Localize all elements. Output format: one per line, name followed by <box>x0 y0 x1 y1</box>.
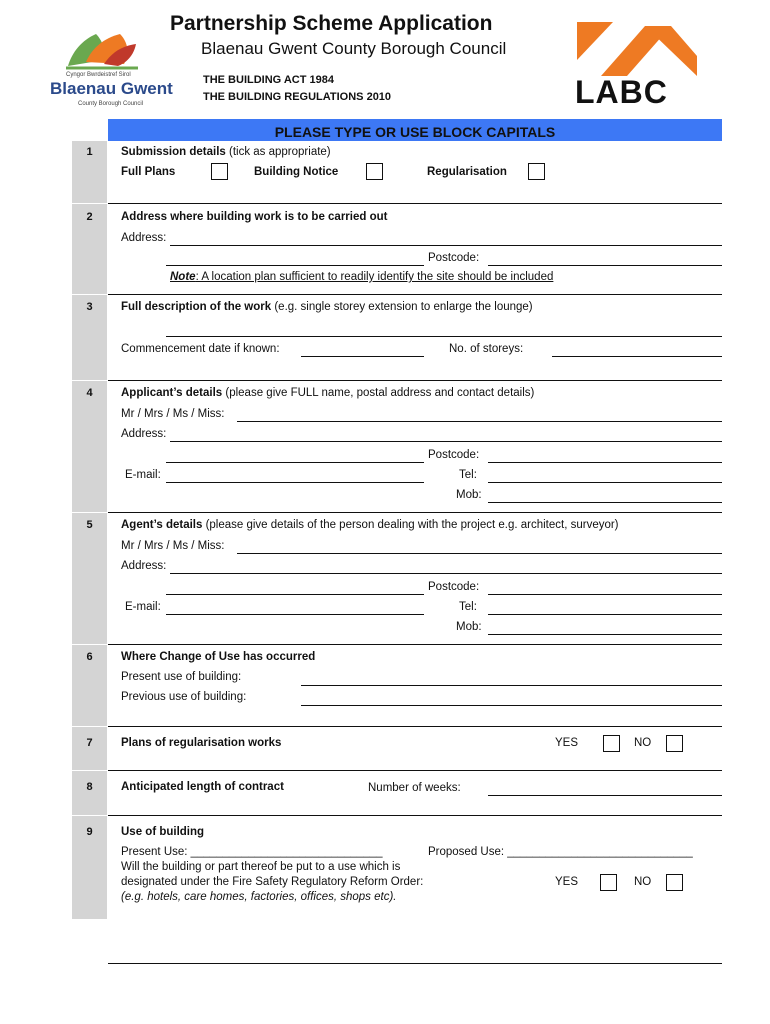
heading-text: Submission details <box>121 146 226 158</box>
postcode-label: Postcode: <box>428 252 480 264</box>
no-label: NO <box>634 737 652 749</box>
section-rule <box>108 644 722 645</box>
council-logo <box>48 22 173 112</box>
agent-tel-label: Tel: <box>459 601 477 613</box>
fire-safety-examples: (e.g. hotels, care homes, factories, offices, shops etc). <box>121 891 397 903</box>
building-notice-checkbox[interactable] <box>366 163 383 180</box>
applicant-address-label: Address: <box>121 428 167 440</box>
section-heading: Use of building <box>121 826 205 838</box>
section-rule <box>108 726 722 727</box>
fire-safety-question-line-1: Will the building or part thereof be put to a use which is <box>121 861 401 873</box>
previous-use-label: Previous use of building: <box>121 691 247 703</box>
section-heading: Where Change of Use has occurred <box>121 651 316 663</box>
labc-wordmark: LABC <box>575 74 668 110</box>
applicant-email-label: E-mail: <box>125 469 161 481</box>
logo-small-text: Cyngor Bwrdeistref Sirol <box>66 72 131 78</box>
regularisation-yes-checkbox[interactable] <box>603 735 620 752</box>
applicant-name-field[interactable] <box>237 421 722 422</box>
heading-note: (e.g. single storey extension to enlarge the lounge) <box>271 301 533 313</box>
agent-address-label: Address: <box>121 560 167 572</box>
full-plans-label: Full Plans <box>121 166 176 178</box>
agent-address-field[interactable] <box>170 573 722 574</box>
section-rule <box>108 203 722 204</box>
agent-mob-label: Mob: <box>456 621 482 633</box>
applicant-title-label: Mr / Mrs / Ms / Miss: <box>121 408 225 420</box>
section-rule <box>108 380 722 381</box>
present-use-field[interactable]: Present Use: ______________________________ <box>121 846 383 858</box>
present-use-field[interactable] <box>301 685 722 686</box>
applicant-address-field[interactable] <box>170 441 722 442</box>
fire-safety-question-line-2: designated under the Fire Safety Regulatory Reform Order: <box>121 876 424 888</box>
applicant-email-field[interactable] <box>166 482 424 483</box>
section-rule <box>108 770 722 771</box>
instructions-banner: PLEASE TYPE OR USE BLOCK CAPITALS <box>108 119 722 141</box>
applicant-postcode-field[interactable] <box>488 462 722 463</box>
logo-sub: County Borough Council <box>78 101 144 107</box>
regularisation-checkbox[interactable] <box>528 163 545 180</box>
section-number: 1 <box>86 146 93 158</box>
no-label: NO <box>634 876 652 888</box>
section-rule <box>108 815 722 816</box>
heading-note: (please give details of the person dealing with the project e.g. architect, surveyor) <box>202 519 619 531</box>
section-number: 6 <box>86 651 93 663</box>
commencement-date-field[interactable] <box>301 356 424 357</box>
logo-name: Blaenau Gwent <box>50 79 173 98</box>
regularisation-label: Regularisation <box>427 166 507 178</box>
agent-postcode-field[interactable] <box>488 594 722 595</box>
fire-safety-yes-checkbox[interactable] <box>600 874 617 891</box>
section-heading <box>121 146 331 158</box>
section-heading: Plans of regularisation works <box>121 737 282 749</box>
applicant-postcode-label: Postcode: <box>428 449 480 461</box>
address-field[interactable] <box>170 245 722 246</box>
heading-text: Agent’s details <box>121 519 203 531</box>
address-line-2-field[interactable] <box>166 265 424 266</box>
fire-safety-no-checkbox[interactable] <box>666 874 683 891</box>
applicant-tel-field[interactable] <box>488 482 722 483</box>
heading-text: Full description of the work <box>121 301 272 313</box>
section-number: 7 <box>86 737 93 749</box>
full-plans-checkbox[interactable] <box>211 163 228 180</box>
previous-use-field[interactable] <box>301 705 722 706</box>
section-number: 3 <box>86 301 93 313</box>
council-name: Blaenau Gwent County Borough Council <box>201 39 507 58</box>
note-text: : A location plan sufficient to readily identify the site should be included <box>195 271 554 283</box>
applicant-tel-label: Tel: <box>459 469 477 481</box>
heading-note: (please give FULL name, postal address and contact details) <box>222 387 535 399</box>
weeks-label: Number of weeks: <box>368 782 461 794</box>
building-notice-label: Building Notice <box>254 166 339 178</box>
yes-label: YES <box>555 876 579 888</box>
section-number: 4 <box>86 387 93 399</box>
applicant-address-line-2-field[interactable] <box>166 462 424 463</box>
section-rule <box>108 294 722 295</box>
agent-postcode-label: Postcode: <box>428 581 480 593</box>
section-number: 2 <box>86 211 93 223</box>
dragon-icon <box>48 22 173 72</box>
present-use-label: Present use of building: <box>121 671 242 683</box>
storeys-field[interactable] <box>552 356 722 357</box>
labc-logo <box>575 20 697 108</box>
regularisation-no-checkbox[interactable] <box>666 735 683 752</box>
page-title: Partnership Scheme Application <box>170 12 493 35</box>
yes-label: YES <box>555 737 579 749</box>
act-line-1: THE BUILDING ACT 1984 <box>203 74 335 86</box>
section-heading <box>121 301 533 313</box>
section-rule <box>108 963 722 964</box>
heading-note: (tick as appropriate) <box>225 146 331 158</box>
legislation <box>203 72 391 106</box>
heading-text: Applicant’s details <box>121 387 223 399</box>
agent-address-line-2-field[interactable] <box>166 594 424 595</box>
agent-name-field[interactable] <box>237 553 722 554</box>
applicant-mob-field[interactable] <box>488 502 722 503</box>
section-heading <box>121 387 534 399</box>
section-number: 8 <box>86 781 93 793</box>
agent-tel-field[interactable] <box>488 614 722 615</box>
note-label: Note <box>170 271 196 283</box>
section-heading <box>121 519 619 531</box>
location-plan-note <box>170 271 553 283</box>
section-number: 5 <box>86 519 93 531</box>
address-label: Address: <box>121 232 167 244</box>
section-heading: Address where building work is to be carried out <box>121 211 388 223</box>
agent-email-field[interactable] <box>166 614 424 615</box>
agent-title-label: Mr / Mrs / Ms / Miss: <box>121 540 225 552</box>
act-line-2: THE BUILDING REGULATIONS 2010 <box>203 91 392 103</box>
weeks-field[interactable] <box>488 795 722 796</box>
agent-email-label: E-mail: <box>125 601 161 613</box>
work-description-field[interactable] <box>166 336 722 337</box>
section-heading: Anticipated length of contract <box>121 781 284 793</box>
section-rule <box>108 512 722 513</box>
proposed-use-field[interactable]: Proposed Use: _____________________________ <box>428 846 693 858</box>
storeys-label: No. of storeys: <box>449 343 524 355</box>
section-number: 9 <box>86 826 93 838</box>
postcode-field[interactable] <box>488 265 722 266</box>
commencement-label: Commencement date if known: <box>121 343 280 355</box>
agent-mob-field[interactable] <box>488 634 722 635</box>
applicant-mob-label: Mob: <box>456 489 482 501</box>
roof-icon <box>575 20 697 78</box>
